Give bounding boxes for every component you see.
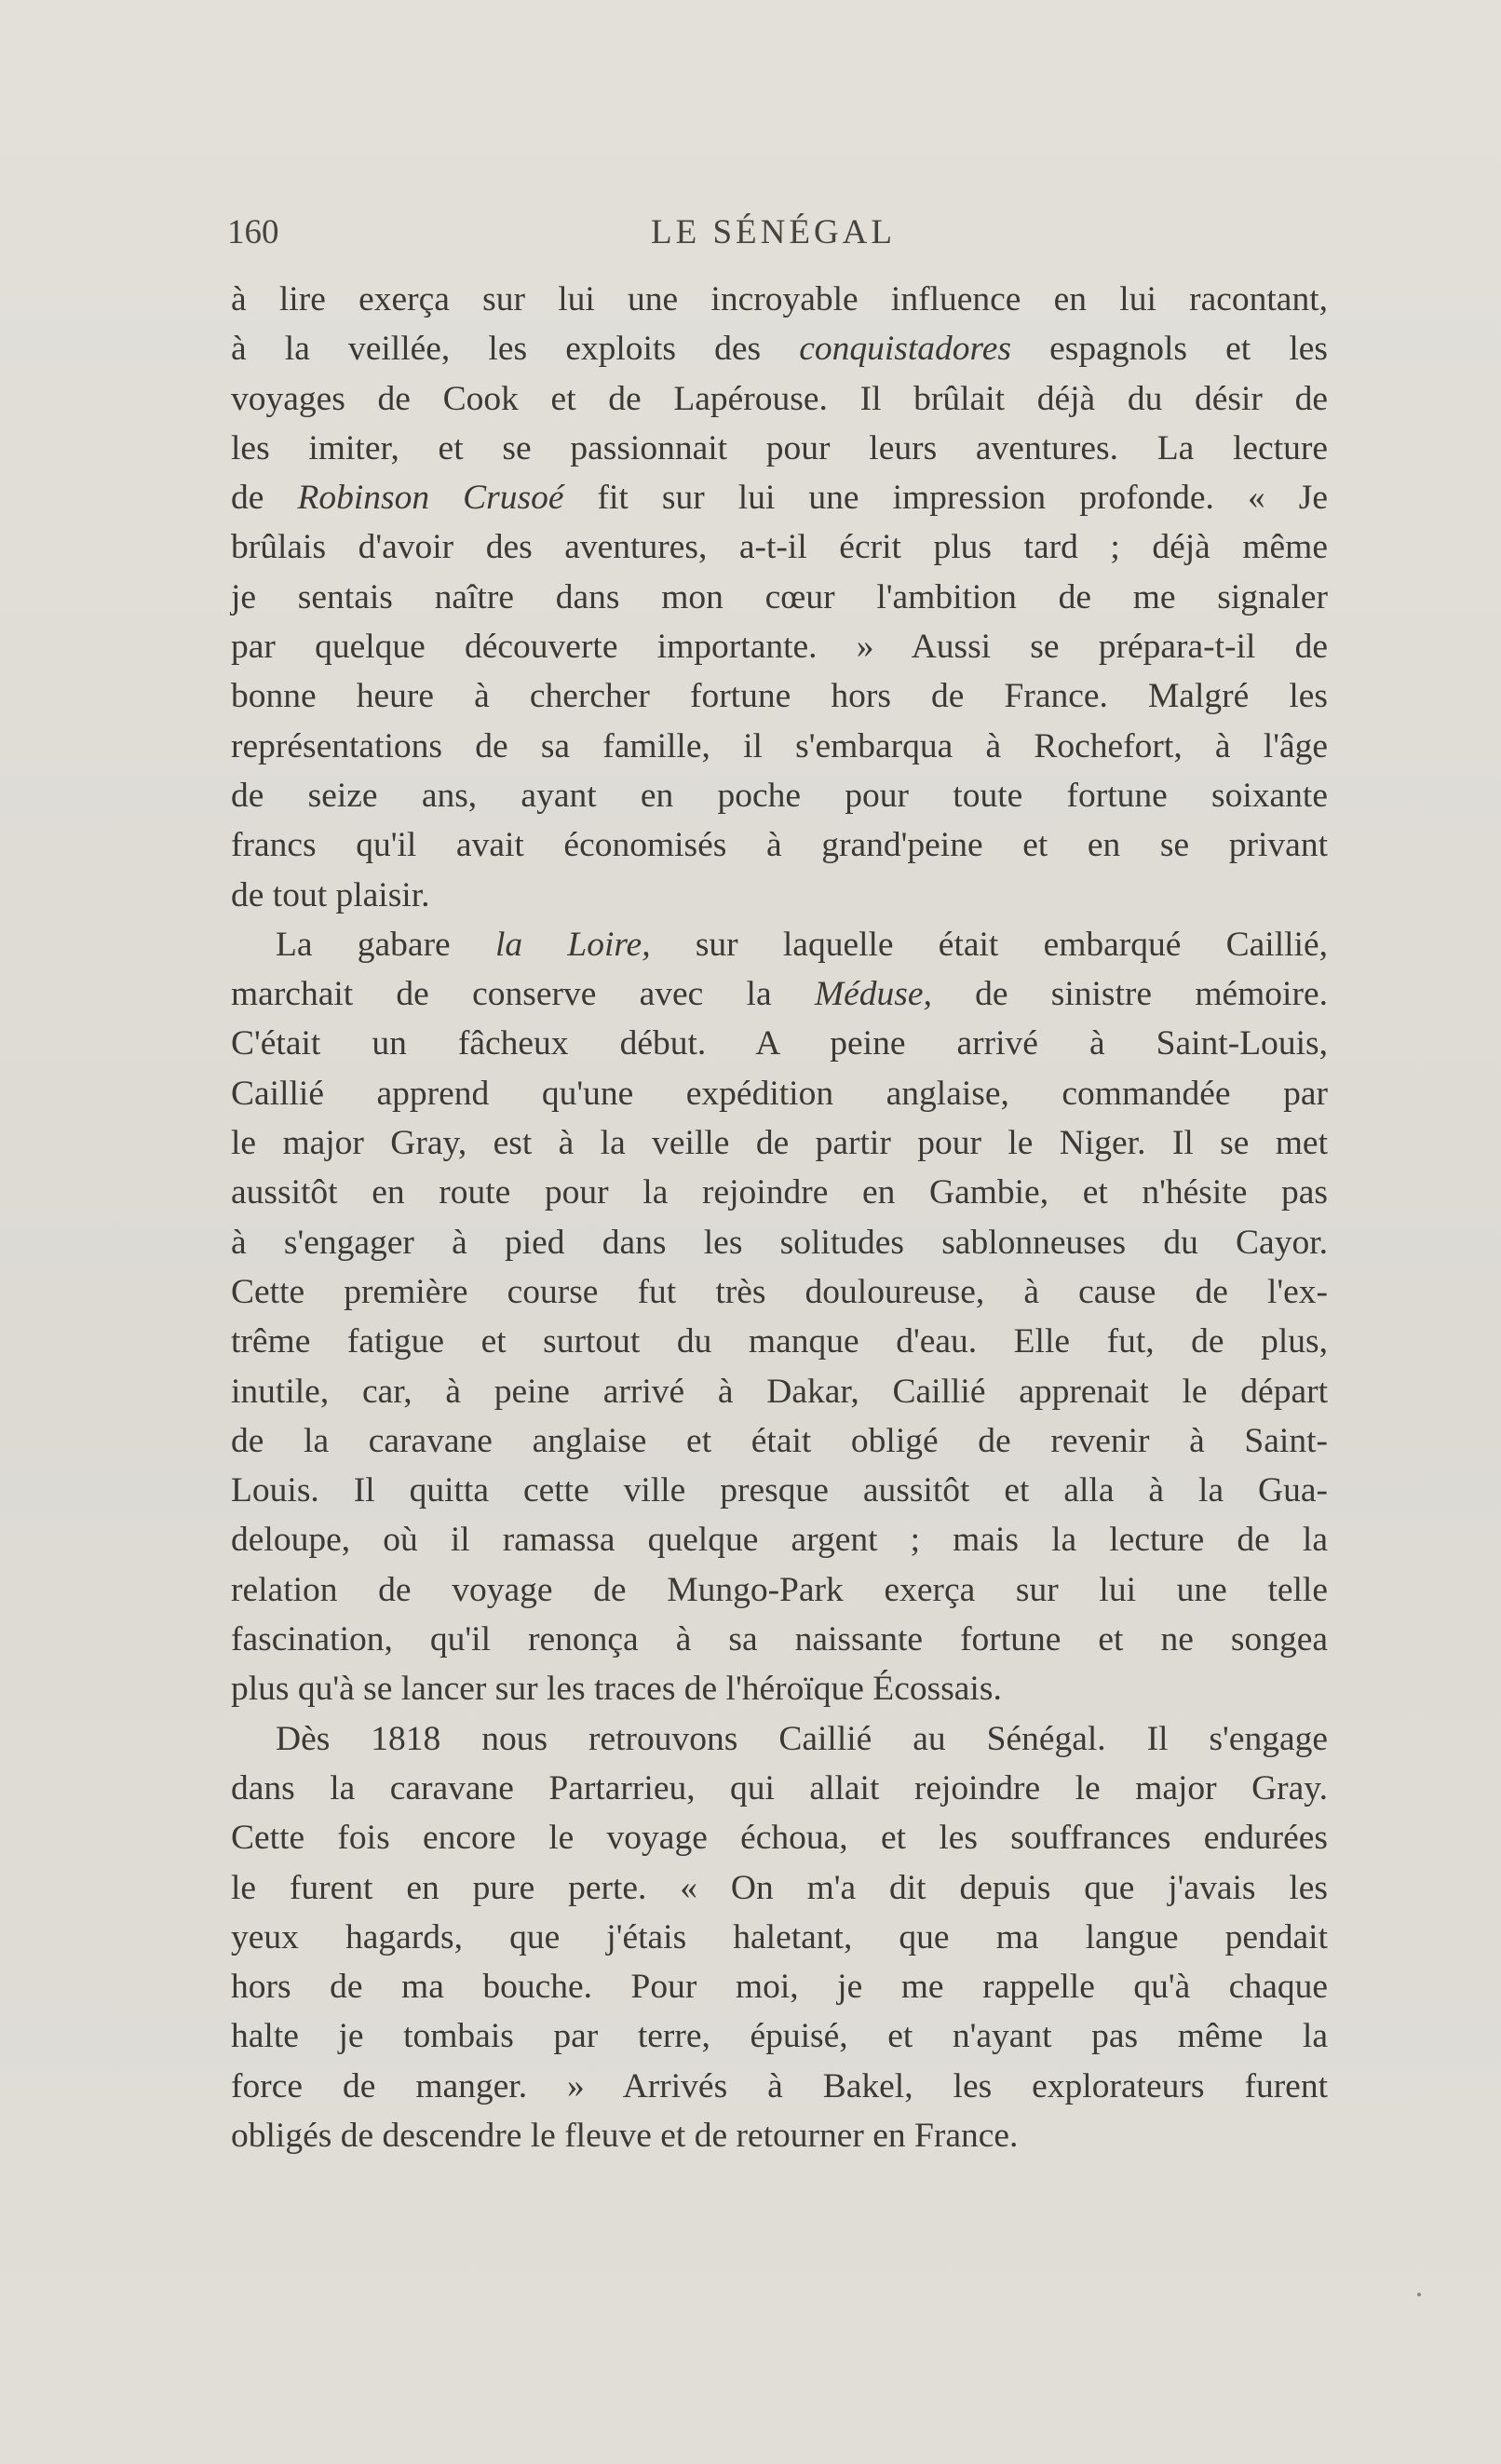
text-run: francs qu'il avait économisés à grand'peine et en se privant — [231, 826, 1328, 865]
text-line — [231, 1466, 1328, 1515]
text-line — [231, 374, 1328, 424]
text-run: obligés de descendre le fleuve et de retourner en France. — [231, 2116, 1019, 2155]
text-line — [231, 275, 1328, 324]
text-run: deloupe, où il ramassa quelque argent ; mais la lecture de la — [231, 1521, 1328, 1560]
text-run: Dès 1818 nous retrouvons Caillié au Sénégal. Il s'engage — [276, 1719, 1328, 1758]
text-line — [231, 1565, 1328, 1615]
text-line — [231, 1416, 1328, 1466]
text-run: brûlais d'avoir des aventures, a-t-il écrit plus tard ; déjà même — [231, 528, 1328, 567]
text-line — [231, 1317, 1328, 1366]
text-run: espagnols et les — [1010, 330, 1328, 369]
text-run: à la veillée, les exploits des — [231, 330, 800, 369]
text-run: voyages de Cook et de Lapérouse. Il brûlait déjà du désir de — [231, 379, 1328, 418]
italic-title: Robinson Crusoé — [297, 479, 564, 518]
body-text — [231, 275, 1328, 2160]
text-run: Cette fois encore le voyage échoua, et les souffrances endurées — [231, 1819, 1328, 1858]
text-run: inutile, car, à peine arrivé à Dakar, Caillié apprenait le départ — [231, 1372, 1328, 1411]
text-line — [231, 969, 1328, 1019]
text-run: de — [231, 479, 298, 518]
text-run: Cette première course fut très douloureuse, à cause de l'ex- — [231, 1272, 1328, 1311]
text-run: par quelque découverte importante. » Aussi se prépara-t-il de — [231, 628, 1328, 667]
text-run: le major Gray, est à la veille de partir pour le Niger. Il se met — [231, 1124, 1328, 1163]
text-line — [231, 2062, 1328, 2111]
text-line — [231, 522, 1328, 572]
running-title: LE SÉNÉGAL — [651, 213, 896, 251]
text-run: de la caravane anglaise et était obligé de revenir à Saint- — [231, 1421, 1328, 1460]
italic-title: la Loire, — [494, 925, 651, 964]
text-line — [231, 1267, 1328, 1317]
text-run: à lire exerça sur lui une incroyable influence en lui racontant, — [231, 280, 1328, 318]
text-run: le furent en pure perte. « On m'a dit depuis que j'avais les — [231, 1868, 1328, 1907]
page-header — [227, 212, 1332, 253]
text-run: La gabare — [276, 925, 495, 964]
paper-speck — [1417, 2293, 1421, 2296]
text-run: marchait de conserve avec la — [231, 975, 815, 1014]
text-line — [231, 1913, 1328, 1962]
text-run: à s'engager à pied dans les solitudes sablonneuses du Cayor. — [231, 1223, 1328, 1262]
text-line — [231, 424, 1328, 473]
text-line — [231, 1367, 1328, 1416]
text-run: force de manger. » Arrivés à Bakel, les explorateurs furent — [231, 2066, 1328, 2105]
text-line — [231, 2111, 1328, 2160]
text-run: yeux hagards, que j'étais haletant, que ma langue pendait — [231, 1917, 1328, 1956]
text-line — [231, 1962, 1328, 2011]
text-run: fascination, qu'il renonça à sa naissante fortune et ne songea — [231, 1620, 1328, 1659]
text-line — [231, 1118, 1328, 1168]
text-line — [231, 324, 1328, 373]
text-line — [231, 1168, 1328, 1217]
text-run: je sentais naître dans mon cœur l'ambition de me signaler — [231, 577, 1328, 616]
text-line — [231, 820, 1328, 870]
text-run: halte je tombais par terre, épuisé, et n'ayant pas même la — [231, 2017, 1328, 2056]
text-line — [231, 722, 1328, 771]
text-run: C'était un fâcheux début. A peine arrivé à Saint-Louis, — [231, 1024, 1328, 1063]
text-line — [231, 1714, 1328, 1764]
text-line — [231, 1069, 1328, 1118]
text-run: fit sur lui une impression profonde. « Je — [563, 479, 1328, 518]
text-line — [231, 1515, 1328, 1564]
text-line — [231, 622, 1328, 671]
text-run: représentations de sa famille, il s'embarqua à Rochefort, à l'âge — [231, 726, 1328, 765]
text-line — [231, 871, 1328, 920]
text-line — [231, 1813, 1328, 1862]
text-line — [231, 920, 1328, 969]
text-line — [231, 2011, 1328, 2061]
text-run: relation de voyage de Mungo-Park exerça sur lui une telle — [231, 1570, 1328, 1609]
text-run: de tout plaisir. — [231, 875, 430, 914]
text-run: les imiter, et se passionnait pour leurs aventures. La lecture — [231, 428, 1328, 467]
text-line — [231, 1019, 1328, 1068]
text-run: sur laquelle était embarqué Caillié, — [650, 925, 1328, 964]
italic-title: Méduse, — [814, 975, 932, 1014]
page-number: 160 — [227, 213, 279, 251]
text-line — [231, 671, 1328, 721]
text-line — [231, 1664, 1328, 1713]
text-run: dans la caravane Partarrieu, qui allait rejoindre le major Gray. — [231, 1768, 1328, 1807]
text-run: hors de ma bouche. Pour moi, je me rappelle qu'à chaque — [231, 1968, 1328, 2007]
text-line — [231, 771, 1328, 820]
italic-title: conquistadores — [799, 330, 1011, 369]
text-run: de seize ans, ayant en poche pour toute fortune soixante — [231, 776, 1328, 815]
text-line — [231, 1764, 1328, 1813]
text-line — [231, 573, 1328, 622]
text-run: Louis. Il quitta cette ville presque aussitôt et alla à la Gua- — [231, 1471, 1328, 1510]
text-run: de sinistre mémoire. — [931, 975, 1328, 1014]
text-run: aussitôt en route pour la rejoindre en Gambie, et n'hésite pas — [231, 1173, 1328, 1212]
text-line — [231, 1863, 1328, 1913]
text-line — [231, 1218, 1328, 1267]
text-run: trême fatigue et surtout du manque d'eau. Elle fut, de plus, — [231, 1322, 1328, 1361]
text-line — [231, 1615, 1328, 1664]
text-line — [231, 473, 1328, 522]
text-run: bonne heure à chercher fortune hors de France. Malgré les — [231, 677, 1328, 716]
text-run: plus qu'à se lancer sur les traces de l'héroïque Écossais. — [231, 1670, 1002, 1709]
text-run: Caillié apprend qu'une expédition anglaise, commandée par — [231, 1074, 1328, 1113]
